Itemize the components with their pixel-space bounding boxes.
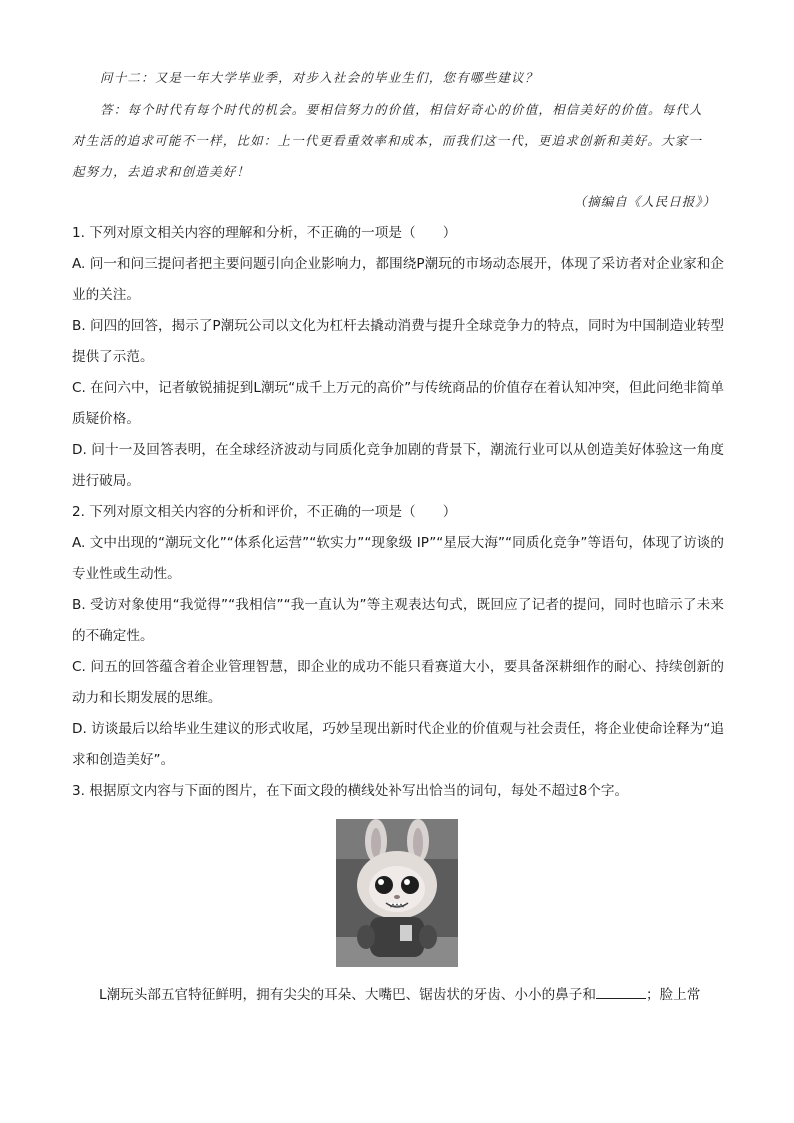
passage-text-1: L潮玩头部五官特征鲜明，拥有尖尖的耳朵、大嘴巴、锯齿状的牙齿、小小的鼻子和 xyxy=(99,987,596,1003)
interview-answer-line-2: 对生活的追求可能不一样，比如：上一代更看重效率和成本，而我们这一代，更追求创新和美好。大家一 xyxy=(72,133,703,148)
q1-option-b: B. 问四的回答，揭示了P潮玩公司以文化为杠杆去撬动消费与提升全球竞争力的特点，同时为中国制造业转型提供了示范。 xyxy=(72,318,724,365)
q2-stem: 2. 下列对原文相关内容的分析和评价，不正确的一项是（ ） xyxy=(72,504,457,520)
q1-stem: 1. 下列对原文相关内容的理解和分析，不正确的一项是（ ） xyxy=(72,225,457,241)
plush-toy-illustration xyxy=(336,819,458,967)
q2-option-d: D. 访谈最后以给毕业生建议的形式收尾，巧妙呈现出新时代企业的价值观与社会责任，将企业使命诠释为“追求和创造美好”。 xyxy=(72,721,724,768)
q3-passage xyxy=(72,980,724,1011)
fill-in-blank-1[interactable] xyxy=(596,984,646,999)
plush-toy-photo xyxy=(336,819,458,967)
passage-text-2: ；脸上常 xyxy=(645,987,701,1003)
source-credit: （摘编自《人民日报》） xyxy=(573,194,716,209)
interview-question-12: 问十二：又是一年大学毕业季，对步入社会的毕业生们，您有哪些建议？ xyxy=(100,70,539,85)
q2-option-a: A. 文中出现的“潮玩文化”“体系化运营”“软实力”“现象级 IP”“星辰大海”“同质化竞争”等语句，体现了访谈的专业性或生动性。 xyxy=(72,535,724,582)
interview-answer-line-3: 起努力，去追求和创造美好！ xyxy=(72,164,251,179)
q2-option-b: B. 受访对象使用“我觉得”“我相信”“我一直认为”等主观表达句式，既回应了记者的提问，同时也暗示了未来的不确定性。 xyxy=(72,597,724,644)
interview-answer-line-1: 答：每个时代有每个时代的机会。要相信努力的价值，相信好奇心的价值，相信美好的价值。每代人 xyxy=(100,102,703,117)
q1-option-a: A. 问一和问三提问者把主要问题引向企业影响力，都围绕P潮玩的市场动态展开，体现了采访者对企业家和企业的关注。 xyxy=(72,256,724,303)
q1-option-c: C. 在问六中，记者敏锐捕捉到L潮玩“成千上万元的高价”与传统商品的价值存在着认知冲突，但此问绝非简单质疑价格。 xyxy=(72,380,724,427)
q2-option-c: C. 问五的回答蕴含着企业管理智慧，即企业的成功不能只看赛道大小，要具备深耕细作的耐心、持续创新的动力和长期发展的思维。 xyxy=(72,659,724,706)
question-block xyxy=(72,218,724,807)
q1-option-d: D. 问十一及回答表明，在全球经济波动与同质化竞争加剧的背景下，潮流行业可以从创造美好体验这一角度进行破局。 xyxy=(72,442,724,489)
q3-stem: 3. 根据原文内容与下面的图片，在下面文段的横线处补写出恰当的词句，每处不超过8个字。 xyxy=(72,783,629,799)
